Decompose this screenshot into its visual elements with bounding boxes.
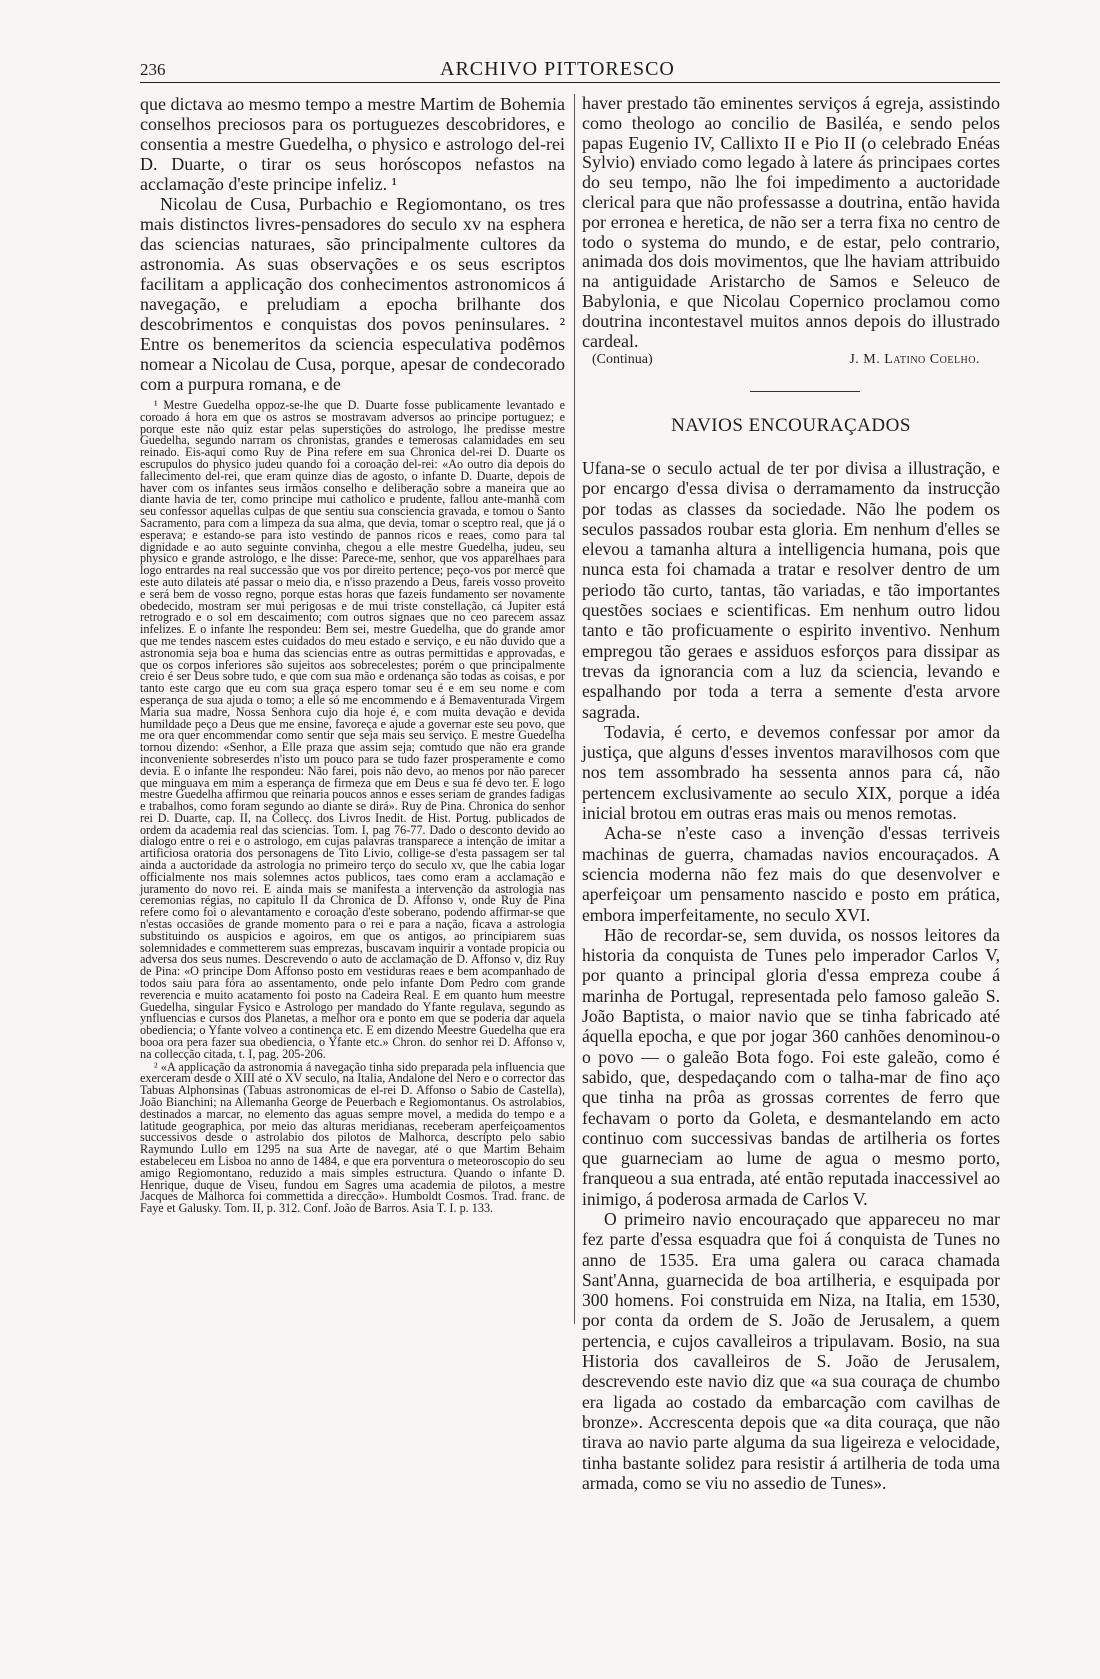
right-column-continuation — [582, 94, 1000, 351]
footnotes — [140, 400, 565, 1216]
paragraph: haver prestado tão eminentes serviços á egreja, assistindo como theologo ao concilio de Basiléa, e sendo pelos papas Eugenio IV, Callixto II e Pio II (o celebrado Enéas Sylvio) enviado como legado à latere ás principaes cortes do seu tempo, não lhe foi impedimento a auctoridade clerical para que não professasse a doutrina, então havida por erronea e heretica, de não ser a terra fixa no centro de todo o systema do mundo, e de estar, pelo contrario, animada dos dois movimentos, que lhe haviam attribuido na antiguidade Aristarcho de Samos e Seleuco de Babylonia, e que Nicolau Copernico proclamou como doutrina incontestavel muitos annos depois do illustrado cardeal. — [582, 93, 1000, 351]
left-column-text — [140, 94, 565, 394]
periodical-title: ARCHIVO PITTORESCO — [440, 58, 675, 80]
footnote: ² «A applicação da astronomia á navegação tinha sido preparada pela influencia que exerceram desde o XIII até o XV seculo, na Italia, Andalone del Nero e o corrector das Tabuas Alphonsinas (Tabuas astronomicas de el-rei D. Affonso o Sabio de Castella), João Bianchini; na Allemanha George de Peuerbach e Regiomontanus. Os astrolabios, destinados a marcar, no elemento das aguas sempre movel, a medida do tempo e a latitude geographica, por meio das alturas meridianas, receberam aperfeiçoamentos successivos desde o astrolabio dos pilotos de Malhorca, descripto pelo sabio Raymundo Lullo em 1295 na sua Arte de navegar, até o que Martim Behaim estabeleceu em Lisboa no anno de 1484, e que era porventura o meteoroscopio do seu amigo Regiomontano, reduzido a mais simples estructura. Quando o infante D. Henrique, duque de Viseu, fundou em Sagres uma academia de pilotos, a mestre Jacques de Malhorca foi commettida a direcção». Humboldt Cosmos. Trad. franc. de Faye et Galusky. Tom. II, p. 312. Conf. João de Barros. Asia T. I. p. 133. — [140, 1059, 565, 1216]
paragraph: Ufana-se o seculo actual de ter por divisa a illustração, e por encargo d'essa divisa o derramamento da instrucção por todas as classes da sociedade. Não lhe podem os seculos passados roubar esta gloria. Em nenhum d'elles se elevou a tamanha altura a intelligencia humana, pois que nunca esta foi chamada a tratar e resolver dentro de um periodo tão curto, tantas, tão variadas, e tão importantes questões sociaes e scientificas. Em nenhum outro lidou tanto e tão proficuamente o espirito inventivo. Nenhum empregou tão geraes e assiduos esforços para dissipar as trevas da ignorancia com a luz da sciencia, levando e espalhando por toda a terra a semente d'esta arvore sagrada. — [582, 458, 1000, 722]
paragraph: Acha-se n'este caso a invenção d'essas terriveis machinas de guerra, chamadas navios encouraçados. A sciencia moderna não fez mais do que desenvolver e aperfeiçoar um pensamento nascido e posto em prática, embora imperfeitamente, no seculo XVI. — [582, 823, 1000, 925]
column-separator — [574, 94, 575, 1324]
paragraph: que dictava ao mesmo tempo a mestre Martim de Bohemia conselhos preciosos para os portuguezes descobridores, e consentia a mestre Guedelha, o physico e astrologo del-rei D. Duarte, o tirar os seus horóscopos nefastos na acclamação d'este principe infeliz. ¹ — [140, 94, 565, 194]
header-rule — [140, 82, 1000, 83]
section-divider — [750, 391, 860, 392]
footnote: ¹ Mestre Guedelha oppoz-se-lhe que D. Duarte fosse publicamente levantado e coroado á hora em que os astros se mostravam adversos ao principe portuguez; e porque este não quiz estar pelas superstições do astrologo, lhe predisse mestre Guedelha, segundo narram os chronistas, grandes e temerosas calamidades em seu reinado. Eis-aqui como Ruy de Pina refere em sua Chronica del-rei D. Duarte os escrupulos do physico judeu quando foi a coroação del-rei: «Ao outro dia depois do fallecimento del-rei, que eram quinze dias de agosto, o infante D. Duarte, depois de haver com os infantes seus irmãos conselho e deliberação sobre a maneira que ao diante havia de ter, como principe mui catholico e prudente, fallou ante-manhã com seu confessor aquellas culpas de que sentiu sua consciencia gravada, e tomou o Santo Sacramento, para com a limpeza da sua alma, que devia, tomar o sceptro real, que já o esperava; e estando-se para isto vestindo de pannos ricos e reaes, como para tal dignidade e ao auto seguinte convinha, chegou a elle mestre Guedelha, judeu, seu physico e grande astrologo, e lhe disse: Parece-me, senhor, que vos apparelhaes para logo entrardes na real successão que vos por direito pertence; peço-vos por mercê que este auto dilateis até passar o meio dia, e n'isso prazendo a Deus, fareis vosso proveito e será bem de vosso regno, porque estas horas que fazeis fundamento ser novamente obedecido, mostram ser mui perigosas e de mui triste constellação, cá Jupiter está retrogrado e o sol em descaimento; com outros signaes que no ceo parecem assaz infelizes. E o infante lhe respondeu: Bem sei, mestre Guedelha, que do grande amor que me tendes nascem estes cuidados do meu estado e serviço, e eu não duvido que a astronomia seja boa e huma das sciencias entre as outras permittidas e approvadas, e que os corpos inferiores são sujeitos aos sobrecelestes; porém o que principalmente creio é ser Deus sobre tudo, e que com sua mão e ordenança são todas as coisas, e por tanto este cargo que eu com sua graça espero tomar seu é e em seu nome e com esperança de sua ajuda o tomo; a elle só me encommendo e á Bemaventurada Virgem Maria sua madre, Nossa Senhora cujo dia hoje é, e com muita devação e devida humildade peço a Deus que me ensine, favoreça e ajude a governar este seu povo, que me ora quer encommendar como sentir que seja mais seu serviço. E mestre Guedelha tornou dizendo: «Senhor, a Elle praza que assim seja; comtudo que não era grande inconveniente sobreserdes n'isto um pouco para se tudo fazer prosperamente e como devia. E o infante lhe respondeu: Não farei, pois não devo, ao menos por não parecer que minguava em mim a esperança de firmeza que em Deus e sua fé devo ter. E logo mestre Guedelha affirmou que reinaria poucos annos e esses seriam de grandes fadigas e trabalhos, como foram segundo ao diante se dirá». Ruy de Pina. Chronica do senhor rei D. Duarte, cap. II, na Collecç. dos Livros Inedit. de Hist. Portug. publicados de ordem da academia real das sciencias. Tom. I, pag 76-77. Dado o desconto devido ao dialogo entre o rei e o astrologo, em cujas palavras transparece a intenção de imitar a artificiosa oratoria dos personagens de Tito Livio, collige-se d'esta passagem ser tal ainda a auctoridade da astrologia no primeiro terço do seculo xv, que lhe cabia logar officialmente nos mais solemnes actos publicos, taes como eram a acclamação e juramento do novo rei. E ainda mais se manifesta a intervenção da astrologia nas ceremonias régias, no capitulo II da Chronica de D. Affonso v, onde Ruy de Pina refere como foi o alevantamento e coroação d'este soberano, podendo affirmar-se que n'estas occasiões de grande momento para o rei e para a nação, ficava a astrologia substituindo os auspicios e agoiros, em que os antigos, ao principiarem suas solemnidades e commetterem suas emprezas, buscavam inquirir a vontade propicia ou adversa dos seus numes. Descrevendo o auto de acclamação de D. Affonso v, diz Ruy de Pina: «O principe Dom Affonso posto em vestiduras reaes e bem acompanhado de todos saiu para fóra ao assentamento, onde pelo infante Dom Pedro com grande reverencia e muito acatamento foi posto na Cadeira Real. E em quanto hum meestre Guedelha, singular Fysico e Astrologo per mandado do Yfante regulava, segundo as ynfluencias e cursos dos Planetas, a melhor ora e ponto em que se poderia dar aquela obediencia; o Yfante volveo a continença etc. E em dizendo Meestre Guedelha que era booa ora pera fazer sua obediencia, o Yfante etc.» Chron. do senhor rei D. Affonso v, na collecção citada, t. I, pag. 205-206. — [140, 398, 565, 1061]
page-number: 236 — [140, 60, 166, 79]
paragraph: Nicolau de Cusa, Purbachio e Regiomontano, os tres mais distinctos livres-pensadores do seculo xv na esphera das sciencias naturaes, são principalmente cultores da astronomia. As suas observações e os seus escriptos facilitam a applicação dos conhecimentos astronomicos á navegação, e preludiam a epocha brilhante dos descobrimentos e conquistas dos povos peninsulares. ² Entre os benemeritos da sciencia especulativa podêmos nomear a Nicolau de Cusa, porque, apesar de condecorado com a purpura romana, e de — [140, 194, 565, 394]
author-name: J. M. Latino Coelho. — [849, 352, 980, 367]
paragraph: O primeiro navio encouraçado que appareceu no mar fez parte d'essa esquadra que foi á conquista de Tunes no anno de 1535. Era uma galera ou caraca chamada Sant'Anna, guarnecida de boa artilheria, e esquipada por 300 homens. Foi construida em Niza, na Italia, em 1530, por conta da ordem de S. João de Jerusalem, a quem pertencia, e cujos cavalleiros a tripulavam. Bosio, na sua Historia dos cavalleiros de S. João de Jerusalem, descrevendo este navio diz que «a sua couraça de chumbo era ligada ao costado da embarcação com cavilhas de bronze». Accrescenta depois que «a dita couraça, que não tirava ao navio parte alguma da sua ligeireza e velocidade, tinha bastante solidez para resistir á artilheria de toda uma armada, como se viu no assedio de Tunes». — [582, 1208, 1000, 1493]
article-body — [582, 458, 1000, 1493]
article-title: NAVIOS ENCOURAÇADOS — [671, 415, 911, 436]
paragraph: Hão de recordar-se, sem duvida, os nossos leitores da historia da conquista de Tunes pelo imperador Carlos V, por quanto a principal gloria d'essa empreza coube á marinha de Portugal, representada pelo famoso galeão S. João Baptista, o maior navio que se tinha fabricado até áquella epocha, e que por jogar 360 canhões denominou-o o povo — o galeão Bota fogo. Foi este galeão, como é sabido, que, despedaçando com o talha-mar de fino aço que tinha na prôa as grossas correntes de ferro que fechavam o porto da Goleta, e desmantelando em acto continuo com successivas bandas de artilheria os fortes que guarneciam ao lume de agua o mesmo porto, franqueou a sua entrada, até então reputada inaccessivel ao inimigo, á poderosa armada de Carlos V. — [582, 924, 1000, 1209]
continued-note: (Continua) — [592, 352, 653, 367]
paragraph: Todavia, é certo, e devemos confessar por amor da justiça, que alguns d'esses inventos maravilhosos com que nos tem assombrado ha sessenta annos para cá, não pertencem exclusivamente ao seculo XIX, porque a idéa inicial brotou em outras eras mais ou menos remotas. — [582, 721, 1000, 824]
